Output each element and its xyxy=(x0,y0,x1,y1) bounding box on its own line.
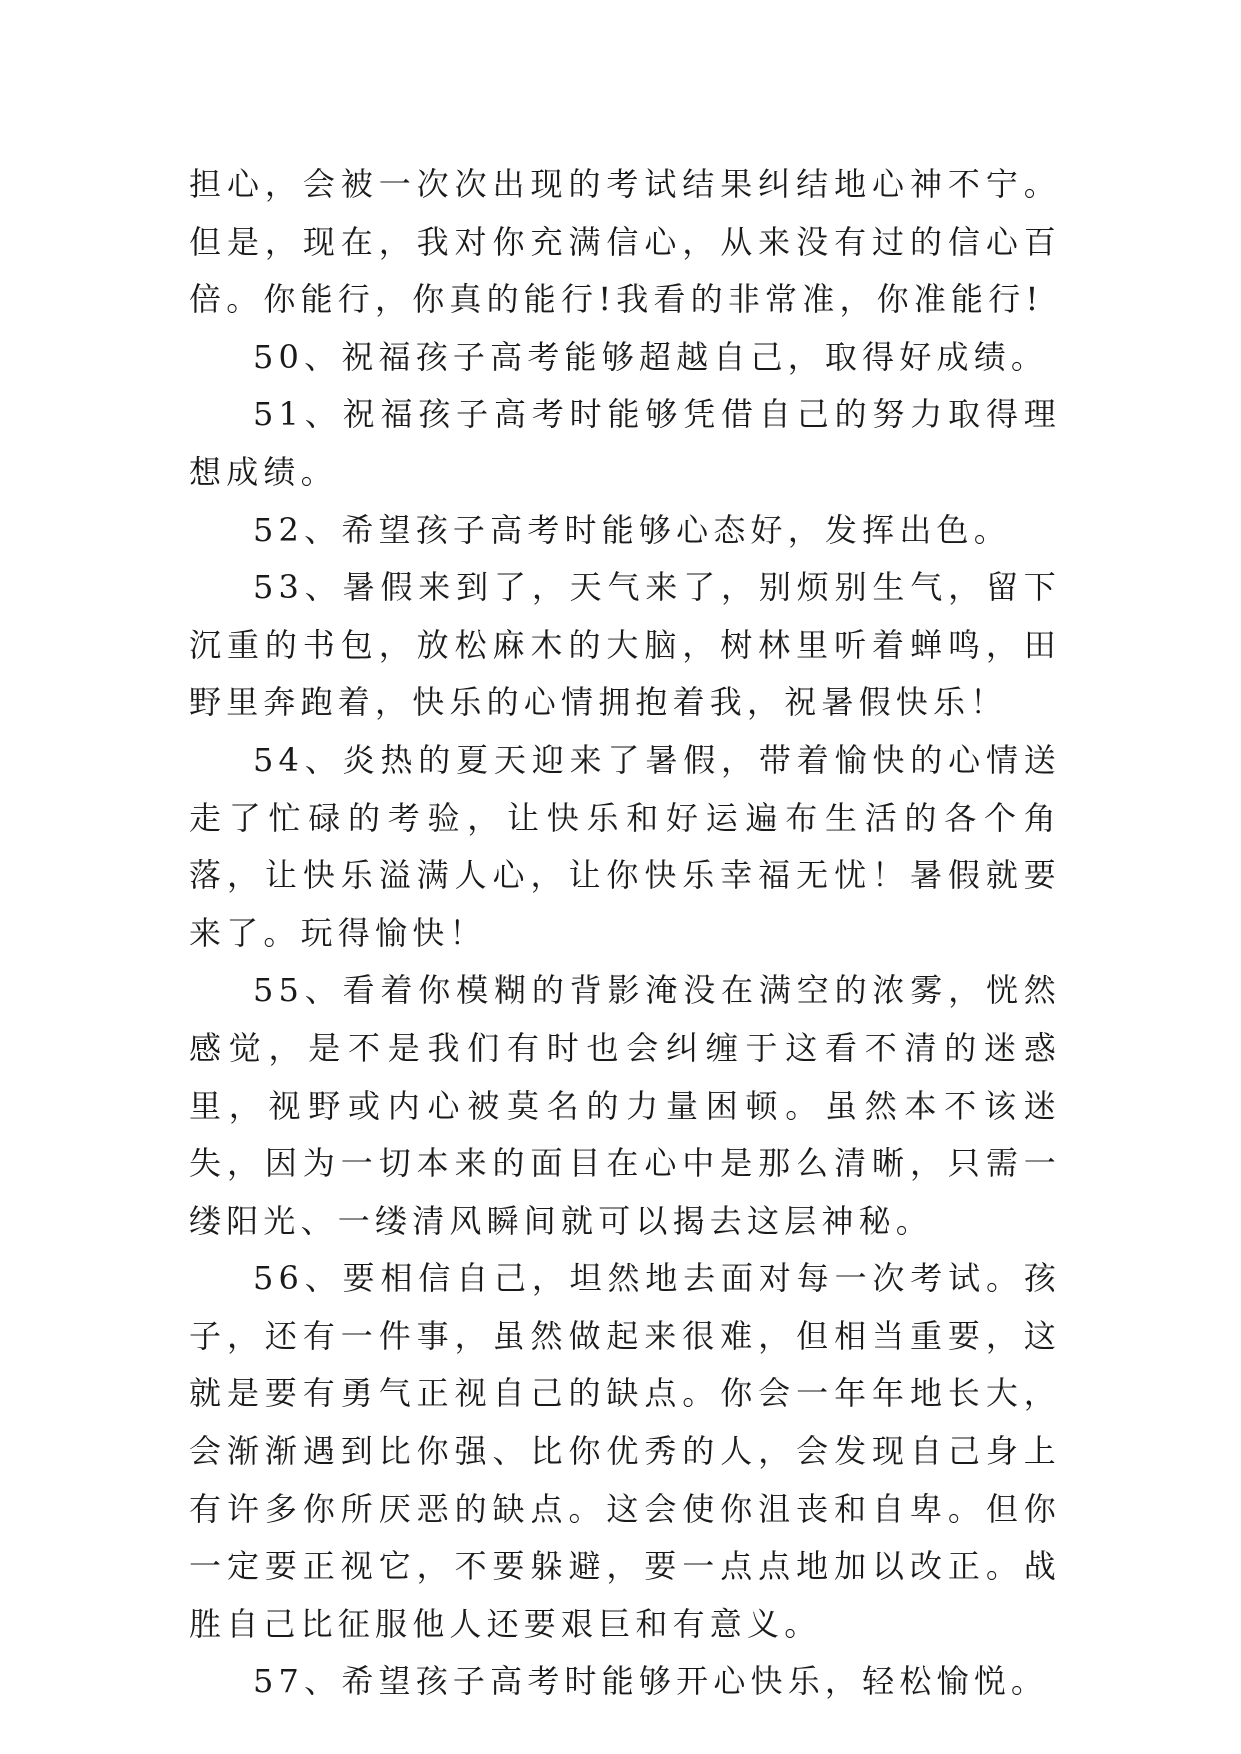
paragraph-item-56: 56、要相信自己，坦然地去面对每一次考试。孩子，还有一件事，虽然做起来很难，但相当重要，这就是要有勇气正视自己的缺点。你会一年年地长大，会渐渐遇到比你强、比你优秀的人，会发现自己身上有许多你所厌恶的缺点。这会使你沮丧和自卑。但你一定要正视它，不要躲避，要一点点地加以改正。战胜自己比征服他人还要艰巨和有意义。 xyxy=(189,1259,1061,1643)
paragraph-item-52: 52、希望孩子高考时能够心态好，发挥出色。 xyxy=(253,510,1011,549)
paragraph-item-51: 51、祝福孩子高考时能够凭借自己的努力取得理想成绩。 xyxy=(189,395,1061,491)
document-body xyxy=(189,156,1061,1711)
paragraph-item-57: 57、希望孩子高考时能够开心快乐，轻松愉悦。 xyxy=(253,1662,1049,1701)
paragraph-continuation: 担心，会被一次次出现的考试结果纠结地心神不宁。但是，现在，我对你充满信心，从来没有过的信心百倍。你能行，你真的能行!我看的非常准，你准能行! xyxy=(189,165,1061,319)
paragraph-item-53: 53、暑假来到了，天气来了，别烦别生气，留下沉重的书包，放松麻木的大脑，树林里听着蝉鸣，田野里奔跑着，快乐的心情拥抱着我，祝暑假快乐！ xyxy=(189,568,1061,722)
paragraph-item-55: 55、看着你模糊的背影淹没在满空的浓雾，恍然感觉，是不是我们有时也会纠缠于这看不清的迷惑里，视野或内心被莫名的力量困顿。虽然本不该迷失，因为一切本来的面目在心中是那么清晰，只需一缕阳光、一缕清风瞬间就可以揭去这层神秘。 xyxy=(189,971,1061,1240)
paragraph-item-50: 50、祝福孩子高考能够超越自己，取得好成绩。 xyxy=(253,337,1049,376)
paragraph-item-54: 54、炎热的夏天迎来了暑假，带着愉快的心情送走了忙碌的考验，让快乐和好运遍布生活的各个角落，让快乐溢满人心，让你快乐幸福无忧！暑假就要来了。玩得愉快！ xyxy=(189,740,1061,952)
